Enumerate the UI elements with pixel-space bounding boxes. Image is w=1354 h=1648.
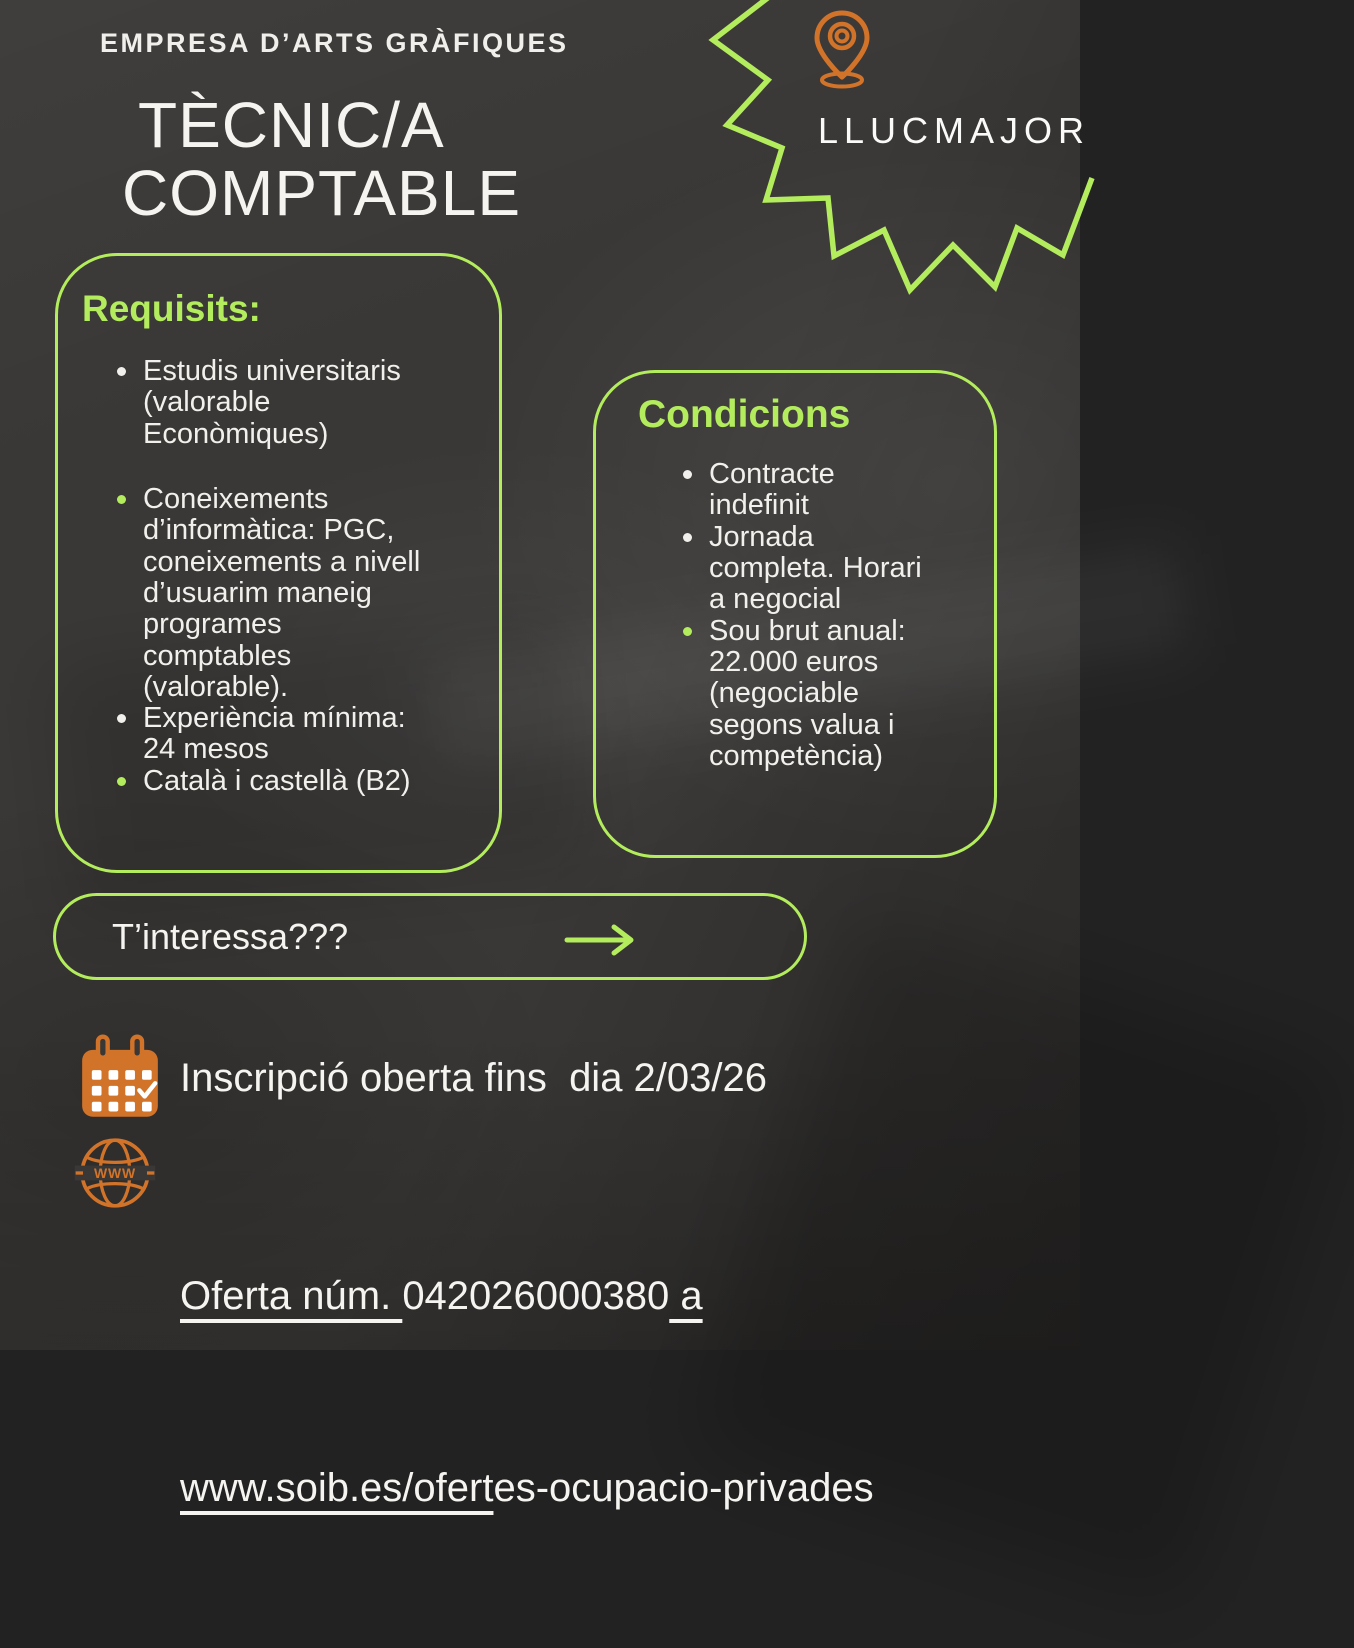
offer-line1 — [180, 1264, 874, 1328]
list-item: Català i castellà (B2) — [110, 766, 430, 797]
requirements-list — [110, 356, 430, 797]
company-name: EMPRESA D’ARTS GRÀFIQUES — [100, 28, 569, 58]
list-item: Coneixements d’informàtica: PGC, coneixements a nivell d’usuarim maneig programes comptables (valorable). — [110, 484, 430, 703]
offer-link-text — [180, 1136, 874, 1648]
list-item: Sou brut anual: 22.000 euros (negociable segons valua i competència) — [676, 616, 926, 773]
svg-text:WWW: WWW — [94, 1164, 136, 1181]
job-title — [122, 89, 521, 229]
offer-url-rest: es-ocupacio-privades — [493, 1466, 874, 1510]
requirements-title: Requisits: — [82, 288, 261, 329]
job-title-line2: COMPTABLE — [122, 156, 521, 229]
conditions-title: Condicions — [638, 393, 851, 436]
offer-link-row[interactable] — [0, 1126, 1080, 1510]
location-pin-icon — [806, 8, 878, 90]
location-label: LLUCMAJOR — [818, 110, 1091, 151]
calendar-icon — [76, 1034, 164, 1122]
list-item: Experiència mínima: 24 mesos — [110, 703, 430, 766]
arrow-right-icon — [561, 920, 641, 960]
conditions-panel — [593, 370, 997, 858]
offer-number: 042026000380 — [402, 1274, 670, 1318]
job-title-line1: TÈCNIC/A — [138, 89, 445, 161]
offer-url-underlined: www.soib.es/ofert — [180, 1466, 494, 1510]
interest-cta-label: T’interessa??? — [112, 915, 349, 957]
offer-number-label: Oferta núm. — [180, 1274, 403, 1318]
interest-cta-button[interactable] — [53, 893, 807, 980]
conditions-list — [676, 459, 926, 772]
list-item: Jornada completa. Horari a negocial — [676, 522, 926, 616]
deadline-text: Inscripció oberta fins dia 2/03/26 — [180, 1056, 768, 1100]
list-item: Estudis universitaris (valorable Econòmiques) — [110, 356, 430, 450]
offer-line2 — [180, 1456, 874, 1520]
requirements-panel — [55, 253, 502, 873]
deadline-row — [0, 1032, 1080, 1124]
globe-www-icon — [74, 1132, 156, 1214]
offer-connector: a — [669, 1274, 703, 1318]
list-item: Contracte indefinit — [676, 459, 926, 522]
